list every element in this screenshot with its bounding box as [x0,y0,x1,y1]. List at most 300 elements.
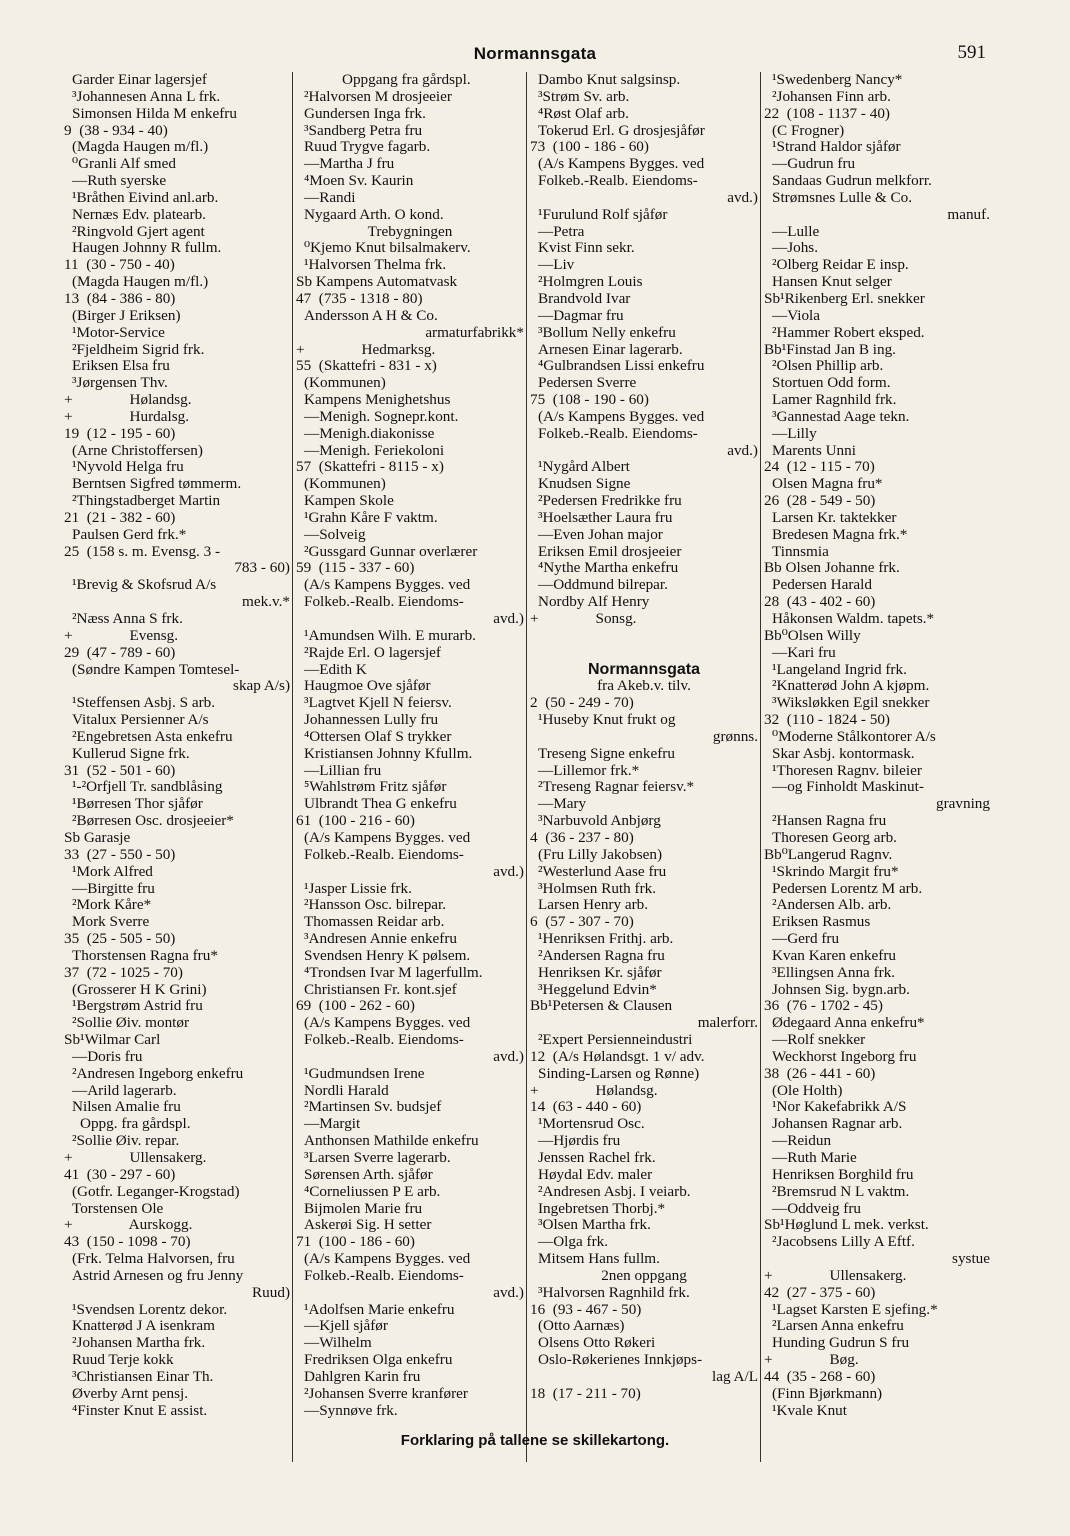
directory-entry: Folkeb.-Realb. Eiendoms- [304,593,464,611]
directory-column-1 [64,72,290,1462]
directory-entry: —Lilly [772,424,817,442]
directory-entry: ¹Halvorsen Thelma frk. [304,256,447,274]
directory-entry: ²Johansen Martha frk. [72,1334,206,1352]
directory-entry: (Otto Aarnæs) [538,1317,625,1335]
directory-entry: Tokerud Erl. G drosjesjåfør [538,121,705,139]
directory-entry: Haugmoe Ove sjåfør [304,677,431,695]
directory-entry: Eriksen Rasmus [772,913,871,931]
directory-entry: Bb⁰Langerud Ragnv. [764,845,893,863]
directory-entry: Thoresen Georg arb. [772,828,897,846]
directory-entry: mek.v.* [242,593,290,611]
directory-entry: Sb¹Wilmar Carl [64,1031,161,1049]
directory-entry: ²Hammer Robert eksped. [772,323,925,341]
directory-entry: ²Bremsrud N L vaktm. [772,1182,910,1200]
directory-entry: ⁰Moderne Stålkontorer A/s [772,727,936,745]
directory-entry: gravning [936,795,990,813]
directory-entry: 29 (47 - 789 - 60) [64,643,176,661]
directory-entry: —Mary [538,795,587,813]
directory-entry: —Solveig [304,525,366,543]
directory-entry: ³Strøm Sv. arb. [538,87,630,105]
directory-entry: —Birgitte fru [72,879,155,897]
directory-entry: Hansen Knut selger [772,273,892,291]
directory-entry: (A/s Kampens Bygges. ved [304,576,471,594]
directory-entry: Paulsen Gerd frk.* [72,525,187,543]
directory-entry: ²Næss Anna S frk. [72,610,183,627]
directory-entry: ¹Furulund Rolf sjåfør [538,205,668,223]
directory-entry: (Søndre Kampen Tomtesel- [72,660,240,678]
directory-entry: Kvan Karen enkefru [772,946,896,964]
directory-entry: ¹Langeland Ingrid frk. [772,660,907,678]
directory-entry: ⁵Wahlstrøm Fritz sjåfør [304,778,447,796]
directory-entry: + Ullensakerg. [764,1266,907,1284]
directory-entry: Knudsen Signe [538,475,631,493]
directory-entry: —Lulle [772,222,820,240]
directory-entry: Skar Asbj. kontormask. [772,744,915,762]
directory-entry: —Edith K [304,660,367,678]
directory-entry: ³Larsen Sverre lagerarb. [304,1149,451,1166]
directory-entry: Bb Olsen Johanne frk. [764,559,900,577]
directory-entry: 19 (12 - 195 - 60) [64,424,176,442]
directory-entry: ¹Mortensrud Osc. [538,1115,645,1133]
directory-entry: 57 (Skattefri - 8115 - x) [296,458,444,476]
directory-entry: ¹Nyvold Helga fru [72,458,184,476]
directory-entry: Brandvold Ivar [538,289,631,307]
directory-entry: ⁴Gulbrandsen Lissi enkefru [538,357,705,375]
directory-entry: Folkeb.-Realb. Eiendoms- [304,1266,464,1284]
directory-entry: Nordby Alf Henry [538,593,650,611]
directory-entry: Kvist Finn sekr. [538,239,635,257]
directory-entry: —Petra [538,222,585,240]
directory-entry: —Olga frk. [538,1233,609,1251]
directory-entry: (Ole Holth) [772,1081,843,1099]
directory-entry: avd.) [727,188,758,206]
directory-entry: 18 (17 - 211 - 70) [530,1384,641,1402]
directory-entry: ²Rajde Erl. O lagersjef [304,643,441,661]
directory-entry: Henriksen Kr. sjåfør [538,963,662,981]
directory-entry: 36 (76 - 1702 - 45) [764,997,883,1015]
directory-entry: Marents Unni [772,441,856,459]
directory-entry: 21 (21 - 382 - 60) [64,508,176,526]
directory-entry: 14 (63 - 440 - 60) [530,1098,642,1116]
directory-entry: Nernæs Edv. platearb. [72,205,206,223]
directory-entry: Sandaas Gudrun melkforr. [772,172,932,190]
directory-column-2 [296,72,524,1462]
directory-entry: Thomassen Reidar arb. [304,913,445,931]
directory-entry: ²Westerlund Aase fru [538,862,667,880]
directory-entry: 31 (52 - 501 - 60) [64,761,176,779]
directory-entry: Thorstensen Ragna fru* [72,946,218,964]
directory-entry: ²Andersen Alb. arb. [772,896,892,914]
directory-entry: (Magda Haugen m/fl.) [72,138,209,156]
directory-entry: Strømsnes Lulle & Co. [772,188,913,206]
directory-entry: Oslo-Røkerienes Innkjøps- [538,1351,703,1369]
directory-entry: ¹Adolfsen Marie enkefru [304,1300,455,1318]
directory-entry: ²Holmgren Louis [538,273,643,291]
directory-entry: ²Treseng Ragnar feiersv.* [538,778,695,796]
directory-entry: Øverby Arnt pensj. [72,1384,188,1402]
directory-entry: Høydal Edv. maler [538,1165,653,1183]
directory-entry: —Arild lagerarb. [72,1081,177,1099]
directory-entry: —Oddveig fru [772,1199,861,1217]
directory-entry: ²Olsen Phillip arb. [772,357,884,375]
directory-entry: Sb Kampens Automatvask [296,273,458,291]
directory-entry: ²Larsen Anna enkefru [772,1317,904,1335]
directory-entry: Kampens Menighetshus [304,391,451,409]
directory-entry: 28 (43 - 402 - 60) [764,593,876,611]
directory-entry: Arnesen Einar lagerarb. [538,340,683,358]
directory-entry: ³Holmsen Ruth frk. [538,879,657,897]
directory-entry: 24 (12 - 115 - 70) [764,458,875,476]
directory-entry: —Liv [538,256,575,274]
directory-entry: —Johs. [772,239,818,257]
directory-entry [530,628,758,645]
directory-entry: ¹Swedenberg Nancy* [772,72,903,88]
directory-entry: ²Mork Kåre* [72,896,152,914]
directory-entry: ¹Grahn Kåre F vaktm. [304,508,438,526]
directory-entry: ²Engebretsen Asta enkefru [72,727,233,745]
directory-entry: avd.) [493,862,524,880]
directory-entry: Pedersen Harald [772,576,872,594]
directory-entry: Treseng Signe enkefru [538,744,675,762]
directory-entry: Nordli Harald [304,1081,389,1099]
directory-entry: 41 (30 - 297 - 60) [64,1165,176,1183]
directory-entry: Sørensen Arth. sjåfør [304,1165,433,1183]
directory-entry: Henriksen Borghild fru [772,1165,914,1183]
directory-entry: (Arne Christoffersen) [72,441,203,459]
directory-entry: ¹Huseby Knut frukt og [538,711,676,729]
directory-entry: 37 (72 - 1025 - 70) [64,963,183,981]
directory-entry: —Reidun [772,1132,832,1150]
directory-entry: Askerøi Sig. H setter [304,1216,432,1234]
directory-entry: ²Johansen Finn arb. [772,87,891,105]
directory-entry: ³Christiansen Einar Th. [72,1367,214,1385]
directory-entry: 33 (27 - 550 - 50) [64,845,176,863]
column-divider [760,72,761,1462]
directory-entry: Berntsen Sigfred tømmerm. [72,475,242,493]
directory-entry: ⁴Nythe Martha enkefru [538,559,679,577]
directory-entry: —Doris fru [72,1047,143,1065]
footer-note: Forklaring på tallene se skillekartong. [400,1432,670,1449]
directory-entry: 22 (108 - 1137 - 40) [764,104,890,122]
directory-entry: + Bøg. [764,1351,859,1369]
directory-entry: ¹Gudmundsen Irene [304,1064,425,1082]
directory-entry: 55 (Skattefri - 831 - x) [296,357,437,375]
directory-entry: Pedersen Sverre [538,374,637,392]
directory-entry: (Kommunen) [304,475,386,493]
directory-entry: avd.) [493,1283,524,1301]
directory-entry: Bb⁰Olsen Willy [764,626,861,644]
directory-entry: (A/s Kampens Bygges. ved [538,407,705,425]
page-title: Normannsgata [473,44,597,63]
directory-entry: Simonsen Hilda M enkefru [72,104,237,122]
directory-entry: Haugen Johnny R fullm. [72,239,222,257]
directory-entry: ¹Kvale Knut [772,1401,847,1419]
directory-entry: Dahlgren Karin fru [304,1367,421,1385]
directory-entry: Kristiansen Johnny Kfullm. [304,744,473,762]
directory-entry: ²Knatterød John A kjøpm. [772,677,930,695]
directory-entry: —Lillian fru [304,761,382,779]
directory-entry: manuf. [947,205,990,223]
directory-entry: ²Johansen Sverre kranfører [304,1384,468,1402]
directory-entry: Anthonsen Mathilde enkefru [304,1132,479,1150]
directory-entry: Jenssen Rachel frk. [538,1149,656,1166]
directory-entry: Eriksen Elsa fru [72,357,170,375]
directory-entry: ²Sollie Øiv. montør [72,1014,190,1032]
directory-entry: Sinding-Larsen og Rønne) [538,1064,700,1082]
directory-entry: + Hølandsg. [530,1081,658,1099]
directory-entry: ²Jacobsens Lilly A Eftf. [772,1233,915,1251]
directory-entry: ¹Thoresen Ragnv. bileier [772,761,922,779]
directory-column-3 [530,72,758,1462]
directory-entry [530,645,758,662]
directory-entry: ²Ringvold Gjert agent [72,222,205,240]
directory-entry: 71 (100 - 186 - 60) [296,1233,415,1251]
directory-entry: (Magda Haugen m/fl.) [72,273,209,291]
directory-entry: Bb¹Finstad Jan B ing. [764,340,896,358]
directory-entry: Larsen Henry arb. [538,896,649,914]
directory-entry: ²Andresen Ingeborg enkefru [72,1064,244,1082]
directory-entry: ¹Svendsen Lorentz dekor. [72,1300,228,1318]
directory-entry: ¹Lagset Karsten E sjefing.* [772,1300,938,1318]
directory-entry: 16 (93 - 467 - 50) [530,1300,642,1318]
directory-entry: Oppg. fra gårdspl. [80,1115,191,1133]
directory-entry: ²Andresen Asbj. I veiarb. [538,1182,691,1200]
directory-entry: Olsens Otto Røkeri [538,1334,656,1352]
directory-entry: Dambo Knut salgsinsp. [538,72,681,88]
directory-entry: armaturfabrikk* [425,323,524,341]
directory-entry: ¹Steffensen Asbj. S arb. [72,694,216,712]
directory-entry: ¹Strand Haldor sjåfør [772,138,901,156]
directory-entry: (Finn Bjørkmann) [772,1384,883,1402]
directory-entry: ²Thingstadberget Martin [72,492,221,510]
directory-entry: Nygaard Arth. O kond. [304,205,444,223]
directory-entry: Mork Sverre [72,913,150,931]
directory-entry: 59 (115 - 337 - 60) [296,559,415,577]
directory-entry: ³Jørgensen Thv. [72,374,168,392]
directory-entry: —og Finholdt Maskinut- [772,778,924,796]
directory-entry: Johansen Ragnar arb. [772,1115,903,1133]
directory-entry: Svendsen Henry K pølsem. [304,946,471,964]
directory-entry: Hunding Gudrun S fru [772,1334,910,1352]
page-header [0,40,1070,70]
directory-entry: —Gudrun fru [772,155,856,173]
directory-entry: ³Heggelund Edvin* [538,980,657,998]
directory-entry: ⁴Røst Olaf arb. [538,104,629,122]
directory-entry: ²Fjeldheim Sigrid frk. [72,340,205,358]
directory-entry: + Evensg. [64,626,179,644]
directory-entry: Stortuen Odd form. [772,374,891,392]
directory-entry: 44 (35 - 268 - 60) [764,1367,876,1385]
page-number: 591 [957,42,986,63]
directory-entry: ³Andresen Annie enkefru [304,930,458,948]
directory-entry: Bijmolen Marie fru [304,1199,423,1217]
directory-entry: Larsen Kr. taktekker [772,508,897,526]
directory-entry: Christiansen Fr. kont.sjef [304,980,457,998]
directory-entry: ²Expert Persienneindustri [538,1031,693,1049]
directory-entry: 75 (108 - 190 - 60) [530,391,649,409]
directory-entry: ¹Henriksen Frithj. arb. [538,930,674,948]
directory-entry: 783 - 60) [234,559,290,577]
directory-entry: Sb Garasje [64,828,131,846]
directory-entry: ³Lagtvet Kjell N feiersv. [304,694,452,712]
directory-entry: ¹Mork Alfred [72,862,153,880]
directory-entry: 2 (50 - 249 - 70) [530,694,634,712]
directory-entry: —Lillemor frk.* [538,761,640,779]
directory-entry: ⁴Trondsen Ivar M lagerfullm. [304,963,483,981]
directory-entry: ²Pedersen Fredrikke fru [538,492,682,510]
column-divider [526,72,527,1462]
directory-entry: —Menigh. Sognepr.kont. [304,407,459,425]
directory-entry: ⁰Granli Alf smed [72,155,176,173]
directory-entry: ¹Bergstrøm Astrid fru [72,997,203,1015]
directory-entry: Sb¹Rikenberg Erl. snekker [764,289,925,307]
directory-entry: —Wilhelm [304,1334,372,1352]
directory-entry: Bredesen Magna frk.* [772,525,908,543]
directory-entry: ¹Motor-Service [72,323,165,341]
directory-entry: —Kari fru [772,643,836,661]
directory-entry: Eriksen Emil drosjeeier [538,542,682,560]
directory-entry: (Birger J Eriksen) [72,306,181,324]
directory-entry: ¹Bråthen Eivind anl.arb. [72,188,219,206]
directory-entry: ³Gannestad Aage tekn. [772,407,910,425]
directory-entry: Håkonsen Waldm. tapets.* [772,610,935,627]
directory-entry: —Menigh. Feriekoloni [304,441,445,459]
directory-entry: Kullerud Signe frk. [72,744,190,762]
directory-entry: Ulbrandt Thea G enkefru [304,795,457,813]
directory-entry: 6 (57 - 307 - 70) [530,913,634,931]
directory-entry: ²Martinsen Sv. budsjef [304,1098,442,1116]
directory-entry: (A/s Kampens Bygges. ved [538,155,705,173]
directory-entry: Trebygningen [367,222,453,240]
directory-entry: ¹Nor Kakefabrikk A/S [772,1098,907,1116]
directory-entry: ³Sandberg Petra fru [304,121,423,139]
directory-entry: (Gotfr. Leganger-Krogstad) [72,1182,240,1200]
directory-entry: ¹Skrindo Margit fru* [772,862,899,880]
directory-entry: ¹Børresen Thor sjåfør [72,795,203,813]
directory-entry: Oppgang fra gårdspl. [342,72,471,88]
directory-entry: 4 (36 - 237 - 80) [530,828,634,846]
directory-entry: ⁴Moen Sv. Kaurin [304,172,414,190]
directory-entry: ¹Amundsen Wilh. E murarb. [304,626,476,644]
directory-entry: Nilsen Amalie fru [72,1098,181,1116]
directory-entry: 32 (110 - 1824 - 50) [764,711,890,729]
directory-entry: Ruud Trygve fagarb. [304,138,431,156]
directory-entry: ¹Nygård Albert [538,458,630,476]
directory-entry: —Gerd fru [772,930,840,948]
directory-entry: —Menigh.diakonisse [304,424,435,442]
directory-entry: Andersson A H & Co. [304,306,438,324]
directory-entry: ⁴Corneliussen P E arb. [304,1182,441,1200]
directory-entry: Ingebretsen Thorbj.* [538,1199,666,1217]
directory-entry: ³Ellingsen Anna frk. [772,963,896,981]
directory-entry: ²Andersen Ragna fru [538,946,665,964]
directory-entry: —Even Johan major [538,525,663,543]
directory-entry: (Grosserer H K Grini) [72,980,207,998]
directory-entry: Sb¹Høglund L mek. verkst. [764,1216,929,1234]
directory-entry: (A/s Kampens Bygges. ved [304,1014,471,1032]
directory-entry: —Margit [304,1115,361,1133]
directory-entry: Olsen Magna fru* [772,475,883,493]
directory-entry: Vitalux Persienner A/s [72,711,209,729]
directory-entry: Torstensen Ole [72,1199,164,1217]
directory-entry: 25 (158 s. m. Evensg. 3 - [64,542,221,560]
directory-entry: ²Sollie Øiv. repar. [72,1132,180,1150]
directory-columns [64,72,990,1462]
directory-entry: 61 (100 - 216 - 60) [296,812,415,830]
directory-entry: Bb¹Petersen & Clausen [530,997,673,1015]
directory-entry: Fredriksen Olga enkefru [304,1351,453,1369]
directory-entry: ³Bollum Nelly enkefru [538,323,676,341]
directory-entry: + Hedmarksg. [296,340,436,358]
directory-entry: Ruud Terje kokk [72,1351,174,1369]
directory-entry: —Kjell sjåfør [304,1317,388,1335]
directory-entry: 38 (26 - 441 - 60) [764,1064,876,1082]
directory-entry: Gundersen Inga frk. [304,104,426,122]
directory-entry: (Frk. Telma Halvorsen, fru [72,1250,235,1268]
directory-entry: (C Frogner) [772,121,845,139]
directory-entry: fra Akeb.v. tilv. [597,677,691,695]
directory-entry: + Aurskogg. [64,1216,193,1234]
directory-entry: ⁴Finster Knut E assist. [72,1401,208,1419]
directory-entry: malerforr. [697,1014,758,1032]
directory-entry: Ødegaard Anna enkefru* [772,1014,925,1032]
directory-entry: ²Børresen Osc. drosjeeier* [72,812,234,830]
directory-entry: —Dagmar fru [538,306,624,324]
directory-entry: Tinnsmia [772,542,829,560]
directory-entry: Johannessen Lully fru [304,711,439,729]
directory-entry: (A/s Kampens Bygges. ved [304,828,471,846]
directory-entry: Pedersen Lorentz M arb. [772,879,923,897]
directory-entry: + Hurdalsg. [64,407,189,425]
directory-entry: avd.) [493,610,524,627]
directory-entry: —Hjørdis fru [538,1132,621,1150]
directory-entry: ²Olberg Reidar E insp. [772,256,909,274]
directory-entry: —Ruth Marie [772,1149,857,1166]
directory-entry: systue [952,1250,990,1268]
directory-entry: 13 (84 - 386 - 80) [64,289,176,307]
directory-entry: ³Halvorsen Ragnhild frk. [538,1283,690,1301]
directory-entry: Folkeb.-Realb. Eiendoms- [304,845,464,863]
directory-entry: Garder Einar lagersjef [72,72,207,88]
directory-entry: ²Gussgard Gunnar overlærer [304,542,478,560]
directory-entry: ¹Jasper Lissie frk. [304,879,412,897]
directory-entry: Lamer Ragnhild frk. [772,391,897,409]
directory-entry: Kampen Skole [304,492,394,510]
directory-entry: 43 (150 - 1098 - 70) [64,1233,191,1251]
directory-entry: 26 (28 - 549 - 50) [764,492,876,510]
directory-entry: —Ruth syerske [72,172,167,190]
directory-entry: 2nen oppgang [601,1266,687,1284]
directory-entry: 42 (27 - 375 - 60) [764,1283,876,1301]
directory-entry: Ruud) [252,1283,290,1301]
directory-entry: —Randi [304,188,356,206]
directory-entry: 12 (A/s Hølandsgt. 1 v/ adv. [530,1047,705,1065]
directory-entry: 69 (100 - 262 - 60) [296,997,415,1015]
directory-entry: —Viola [772,306,821,324]
directory-entry: —Martha J fru [304,155,395,173]
directory-entry: ³Johannesen Anna L frk. [72,87,221,105]
directory-entry: (Fru Lilly Jakobsen) [538,845,663,863]
directory-entry: Mitsem Hans fullm. [538,1250,660,1268]
directory-entry: + Hølandsg. [64,391,192,409]
section-heading: Normannsgata [587,660,701,678]
directory-entry: ⁴Ottersen Olaf S trykker [304,727,452,745]
directory-entry: + Ullensakerg. [64,1149,207,1166]
directory-entry: ¹-²Orfjell Tr. sandblåsing [72,778,223,796]
directory-entry: (Kommunen) [304,374,386,392]
directory-entry: ³Wiksløkken Egil snekker [772,694,930,712]
directory-entry: 35 (25 - 505 - 50) [64,930,176,948]
